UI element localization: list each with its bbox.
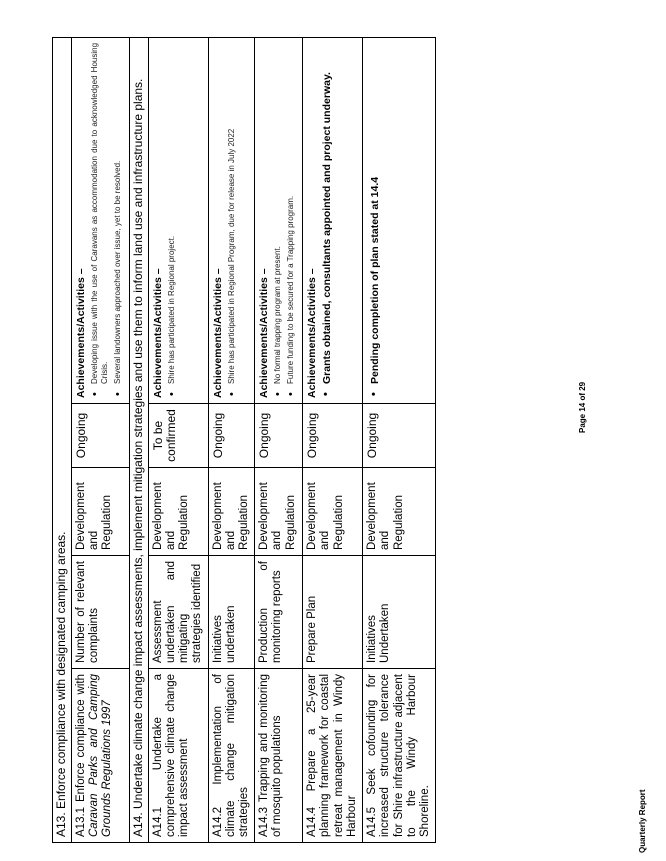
objective-text: A14.2 Implementation of climate change mitigation strategies	[211, 674, 250, 837]
owner-cell: Development and Regulation	[255, 468, 303, 556]
objective-cell	[255, 669, 303, 843]
status-cell: Ongoing	[208, 404, 255, 468]
status-cell: Ongoing	[303, 404, 363, 468]
report-table	[52, 37, 436, 843]
objective-italic-text: Caravan Parks and Camping Grounds Regulations 1997	[88, 674, 114, 837]
achievements-cell	[303, 37, 363, 403]
section-heading-row	[129, 37, 148, 842]
achievements-cell	[363, 37, 436, 403]
table-row	[303, 37, 363, 842]
achievements-cell	[71, 37, 129, 403]
achievement-item: • Developing issue with the use of Caravans as accommodation due to acknowledged Housing Crisis.	[90, 43, 110, 384]
footer-report-label: Quarterly Report	[638, 789, 647, 853]
objective-cell	[148, 669, 208, 843]
achievement-item: • No formal trapping program at present.	[273, 43, 283, 384]
objective-cell	[363, 669, 436, 843]
achievements-list	[90, 43, 123, 398]
achievements-title: Achievements/Activities –	[258, 268, 271, 398]
achievement-item: • Shire has participated in Regional project.	[167, 43, 177, 384]
page-number: Page 14 of 29	[578, 381, 587, 433]
objective-text: A13.1 Enforce compliance with	[74, 674, 87, 837]
owner-cell: Development and Regulation	[71, 468, 129, 556]
achievements-list	[273, 43, 296, 398]
achievements-cell	[255, 37, 303, 403]
table-row	[71, 37, 129, 842]
achievement-item: • Pending completion of plan stated at 14.4	[369, 43, 382, 384]
objective-text: A14.1 Undertake a comprehensive climate change impact assessment	[151, 674, 191, 837]
measure-cell: Initiatives Undertaken	[363, 556, 436, 669]
achievement-item: • Several landowners approached over issue, yet to be resolved.	[113, 43, 123, 384]
objective-text: A14.4 Prepare a 25-year planning framework for coastal retreat management in Windy Harbour	[306, 674, 358, 837]
objective-cell	[71, 669, 129, 843]
measure-cell: Initiatives undertaken	[208, 556, 255, 669]
section-heading-row	[53, 37, 72, 842]
owner-cell: Development and Regulation	[148, 468, 208, 556]
objective-cell	[303, 669, 363, 843]
achievements-title: Achievements/Activities –	[74, 268, 87, 398]
achievement-item: • Grants obtained, consultants appointed and project underway.	[321, 43, 334, 384]
achievements-cell	[148, 37, 208, 403]
objective-text: A14.5 Seek cofounding for increased structure tolerance for Shire infrastructure adjacent to the Windy Harbour Shoreline.	[366, 674, 431, 837]
report-table-body	[53, 37, 436, 842]
achievements-list	[321, 43, 334, 398]
section-heading: A13. Enforce compliance with designated camping areas.	[53, 37, 72, 842]
measure-cell: Assessment undertaken and mitigating strategies identified	[148, 556, 208, 669]
status-cell: Ongoing	[71, 404, 129, 468]
table-row	[208, 37, 255, 842]
objective-cell	[208, 669, 255, 843]
owner-cell: Development and Regulation	[303, 468, 363, 556]
table-row	[148, 37, 208, 842]
achievements-title: Achievements/Activities –	[151, 268, 164, 398]
achievements-title: Achievements/Activities –	[211, 268, 224, 398]
measure-cell: Prepare Plan	[303, 556, 363, 669]
status-cell: Ongoing	[255, 404, 303, 468]
achievements-list	[369, 43, 382, 398]
objective-text: A14.3 Trapping and monitoring of mosquito populations	[258, 674, 284, 837]
owner-cell: Development and Regulation	[363, 468, 436, 556]
achievements-list	[227, 43, 237, 398]
achievements-title: Achievements/Activities –	[306, 268, 319, 398]
table-row	[255, 37, 303, 842]
status-cell: To be confirmed	[148, 404, 208, 468]
table-row	[363, 37, 436, 842]
status-cell: Ongoing	[363, 404, 436, 468]
measure-cell: Production of monitoring reports	[255, 556, 303, 669]
achievement-item: • Future funding to be secured for a Trapping program.	[286, 43, 296, 384]
measure-cell: Number of relevant complaints	[71, 556, 129, 669]
achievements-list	[167, 43, 177, 398]
achievement-item: • Shire has participated in Regional Program, due for release in July 2022	[227, 43, 237, 384]
section-heading: A14. Undertake climate change impact assessments, implement mitigation strategies and use them to inform land use and infrastructure plans.	[129, 37, 148, 842]
achievements-cell	[208, 37, 255, 403]
owner-cell: Development and Regulation	[208, 468, 255, 556]
